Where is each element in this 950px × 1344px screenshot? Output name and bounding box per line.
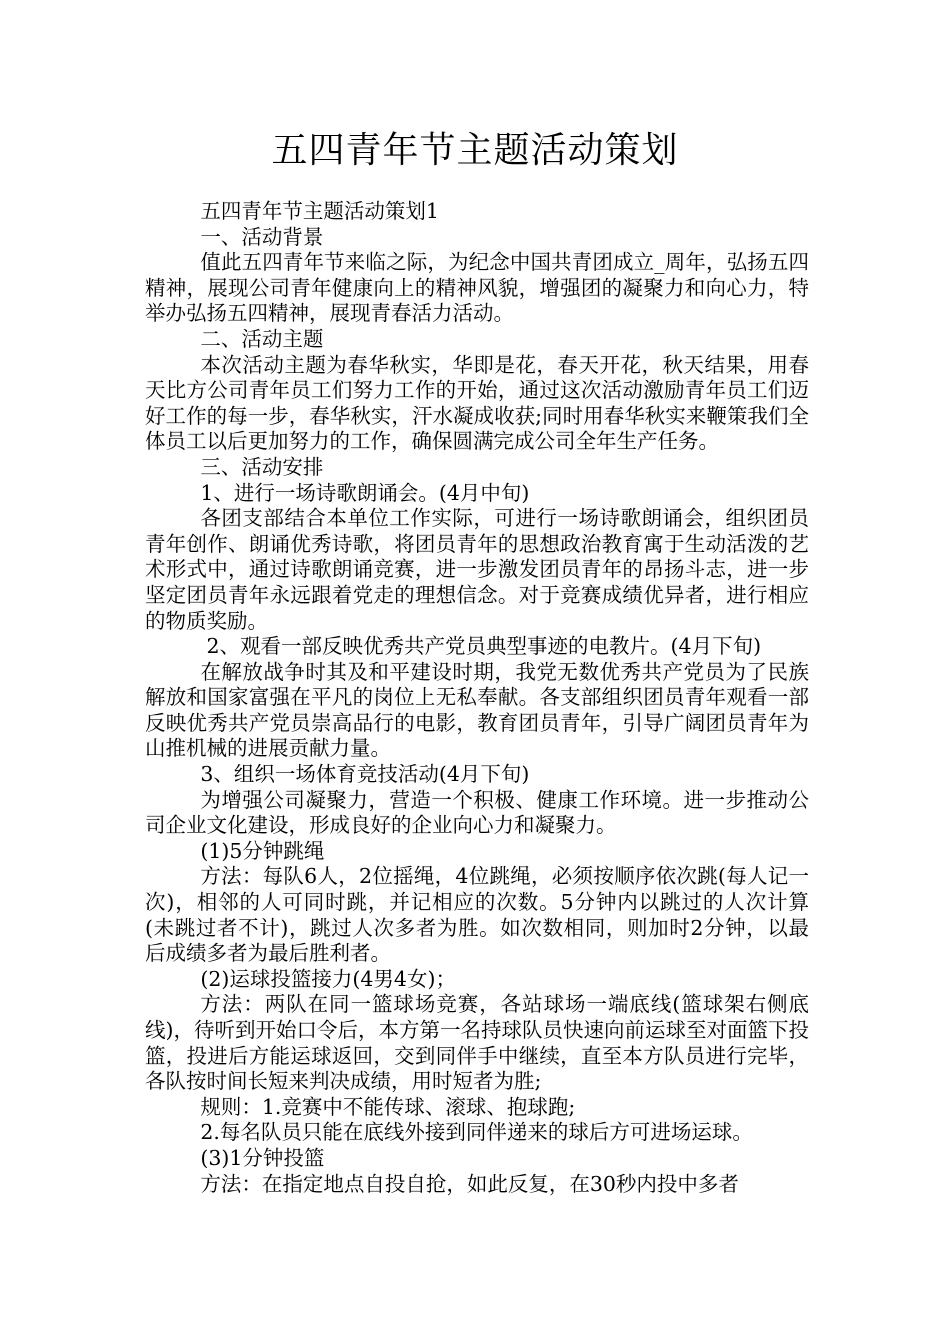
body-paragraph: 方法：两队在同一篮球场竞赛，各站球场一端底线(篮球架右侧底线)，待听到开始口令后，本方第一名持球队员快速向前运球至对面篮下投篮，投进后方能运球返回，交到同伴手中继续，直至本方队员进行完毕，各队按时间长短来判决成绩，用时短者为胜; xyxy=(145,992,809,1094)
body-paragraph: 各团支部结合本单位工作实际，可进行一场诗歌朗诵会，组织团员青年创作、朗诵优秀诗歌，将团员青年的思想政治教育寓于生动活泼的艺术形式中，通过诗歌朗诵竞赛，进一步激发团员青年的昂扬斗志，进一步坚定团员青年永远跟着党走的理想信念。对于竞赛成绩优异者，进行相应的物质奖励。 xyxy=(145,506,809,633)
item-heading: (2)运球投篮接力(4男4女)； xyxy=(200,966,456,991)
item-heading: 2、观看一部反映优秀共产党员典型事迹的电教片。(4月下旬) xyxy=(206,634,762,659)
section-heading: 一、活动背景 xyxy=(200,224,324,249)
section-heading: 三、活动安排 xyxy=(200,454,324,479)
item-heading: 1、进行一场诗歌朗诵会。(4月中旬) xyxy=(200,480,530,505)
item-heading: 3、组织一场体育竞技活动(4月下旬) xyxy=(200,762,530,787)
item-heading: (3)1分钟投篮 xyxy=(200,1145,325,1170)
body-paragraph: 本次活动主题为春华秋实，华即是花，春天开花，秋天结果，用春天比方公司青年员工们努力工作的开始，通过这次活动激励青年员工们迈好工作的每一步，春华秋实，汗水凝成收获;同时用春华秋实来鞭策我们全体员工以后更加努力的工作，确保圆满完成公司全年生产任务。 xyxy=(145,352,809,454)
rule-line: 规则：1.竞赛中不能传球、滚球、抱球跑; xyxy=(200,1094,576,1119)
rule-line: 2.每名队员只能在底线外接到同伴递来的球后方可进场运球。 xyxy=(200,1120,753,1145)
section-heading: 五四青年节主题活动策划1 xyxy=(200,199,439,223)
item-heading: (1)5分钟跳绳 xyxy=(200,838,325,863)
body-paragraph: 值此五四青年节来临之际，为纪念中国共青团成立_周年，弘扬五四精神，展现公司青年健康向上的精神风貌，增强团的凝聚力和向心力，特举办弘扬五四精神，展现青春活力活动。 xyxy=(145,250,809,326)
document-body xyxy=(145,199,809,1197)
document-title: 五四青年节主题活动策划 xyxy=(271,130,679,171)
body-paragraph: 在解放战争时其及和平建设时期，我党无数优秀共产党员为了民族解放和国家富强在平凡的岗位上无私奉献。各支部组织团员青年观看一部反映优秀共产党员崇高品行的电影，教育团员青年，引导广阔团员青年为山推机械的进展贡献力量。 xyxy=(145,659,809,761)
section-heading: 二、活动主题 xyxy=(200,326,324,351)
body-paragraph: 为增强公司凝聚力，营造一个积极、健康工作环境。进一步推动公司企业文化建设，形成良好的企业向心力和凝聚力。 xyxy=(145,787,809,838)
body-paragraph: 方法：在指定地点自投自抢，如此反复，在30秒内投中多者 xyxy=(200,1171,739,1196)
body-paragraph: 方法：每队6人，2位摇绳，4位跳绳，必须按顺序依次跳(每人记一次)，相邻的人可同时跳，并记相应的次数。5分钟内以跳过的人次计算(未跳过者不计)，跳过人次多者为胜。如次数相同，则加时2分钟，以最后成绩多者为最后胜利者。 xyxy=(145,864,809,966)
